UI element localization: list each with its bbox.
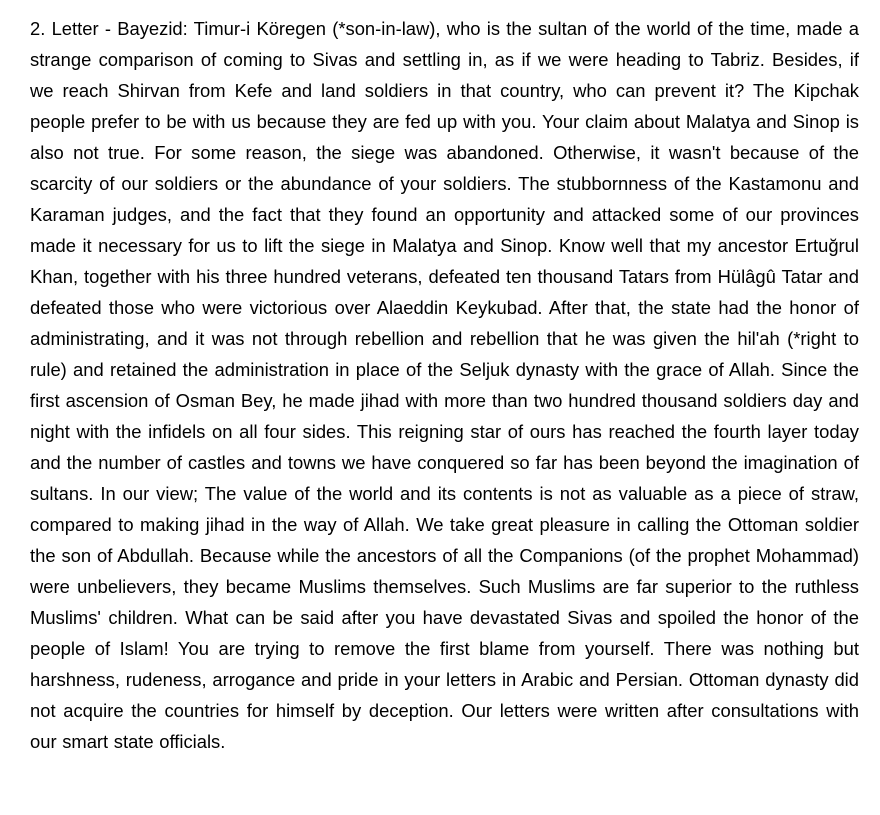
letter-paragraph: 2. Letter - Bayezid: Timur-i Köregen (*son-in-law), who is the sultan of the world of the time, made a strange comparison of coming to Sivas and settling in, as if we were heading to Tabriz. Besides, if we reach Shirvan from Kefe and land soldiers in that country, who can prevent it? The Kipchak people prefer to be with us because they are fed up with you. Your claim about Malatya and Sinop is also not true. For some reason, the siege was abandoned. Otherwise, it wasn't because of the scarcity of our soldiers or the abundance of your soldiers. The stubbornness of the Kastamonu and Karaman judges, and the fact that they found an opportunity and attacked some of our provinces made it necessary for us to lift the siege in Malatya and Sinop. Know well that my ancestor Ertuğrul Khan, together with his three hundred veterans, defeated ten thousand Tatars from Hülâgû Tatar and defeated those who were victorious over Alaeddin Keykubad. After that, the state had the honor of administrating, and it was not through rebellion and rebellion that he was given the hil'ah (*right to rule) and retained the administration in place of the Seljuk dynasty with the grace of Allah. Since the first ascension of Osman Bey, he made jihad with more than two hundred thousand soldiers day and night with the infidels on all four sides. This reigning star of ours has reached the fourth layer today and the number of castles and towns we have conquered so far has been beyond the imagination of sultans. In our view; The value of the world and its contents is not as valuable as a piece of straw, compared to making jihad in the way of Allah. We take great pleasure in calling the Ottoman soldier the son of Abdullah. Because while the ancestors of all the Companions (of the prophet Mohammad) were unbelievers, they became Muslims themselves. Such Muslims are far superior to the ruthless Muslims' children. What can be said after you have devastated Sivas and spoiled the honor of the people of Islam! You are trying to remove the first blame from yourself. There was nothing but harshness, rudeness, arrogance and pride in your letters in Arabic and Persian. Ottoman dynasty did not acquire the countries for himself by deception. Our letters were written after consultations with our smart state officials. — [30, 18, 859, 752]
document-page — [30, 13, 859, 757]
